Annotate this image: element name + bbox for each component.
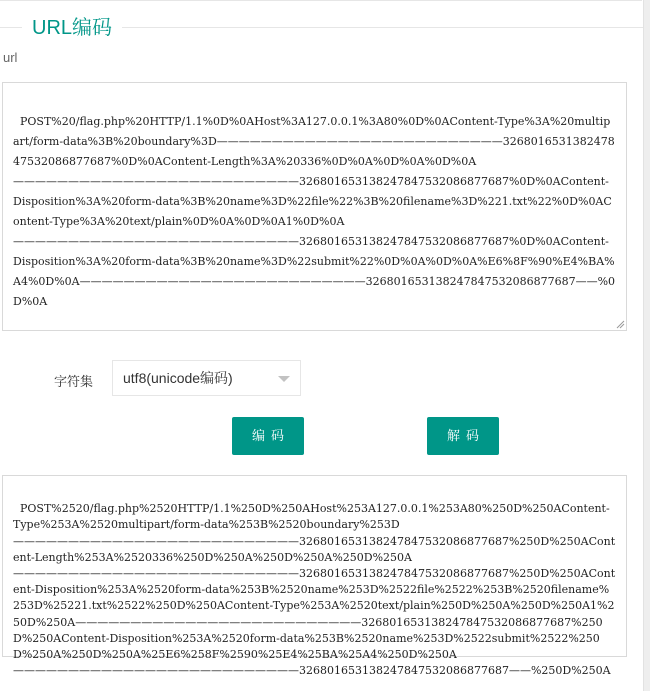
decode-button[interactable]: 解码 [427,417,499,455]
page-title: URL编码 [22,14,122,42]
url-input-text: POST%20/flag.php%20HTTP/1.1%0D%0AHost%3A127.0.0.1%3A80%0D%0AContent-Type%3A%20multipart/form-data%3B%20boundary%3D——————————————————————————326801653138247847532086877687%0D%0AContent-Length%3A%20336%0D%0A%0D%0A%0D%0A——————————————————————————326801653138247847532086877687%0D%0AContent-Disposition%3A%20form-data%3B%20name%3D%22file%22%3B%20filename%3D%221.txt%22%0D%0AContent-Type%3A%20text/plain%0D%0A%0D%0A1%0D%0A——————————————————————————326801653138247847532086877687%0D%0AContent-Disposition%3A%20form-data%3B%20name%3D%22submit%22%0D%0A%0D%0A%E6%8F%90%E4%BA%A4%0D%0A——————————————————————————326801653138247847532086877687——%0D%0A [13,115,616,308]
resize-grip-icon[interactable] [616,320,625,329]
url-input-textarea[interactable] [2,82,627,331]
url-label: url [3,50,18,65]
section-header [0,12,643,44]
chevron-down-icon [278,376,290,382]
result-output-textarea[interactable] [2,475,627,678]
charset-label: 字符集 [54,374,94,389]
charset-select[interactable] [112,360,301,396]
top-divider [0,0,642,4]
result-output-text: POST%2520/flag.php%2520HTTP/1.1%250D%250AHost%253A127.0.0.1%253A80%250D%250AContent-Type%253A%2520multipart/form-data%253B%2520boundary%253D——————————————————————————326801653138247847532086877687%250D%250AContent-Length%253A%2520336%250D%250A%250D%250A%250D%250A——————————————————————————326801653138247847532086877687%250D%250AContent-Disposition%253A%2520form-data%253B%2520name%253D%2522file%2522%253B%2520filename%253D%25221.txt%2522%250D%250AContent-Type%253A%2520text/plain%250D%250A%250D%250A1%250D%250A——————————————————————————326801653138247847532086877687%250D%250AContent-Disposition%253A%2520form-data%253B%2520name%253D%2522submit%2522%250D%250A%250D%250A%25E6%258F%2590%25E4%25BA%25A4%250D%250A——————————————————————————326801653138247847532086877687——%250D%250A [13,502,616,678]
scrollbar-track[interactable] [643,0,650,691]
charset-selected-value: utf8(unicode编码) [123,370,233,386]
encode-button[interactable]: 编码 [232,417,304,455]
